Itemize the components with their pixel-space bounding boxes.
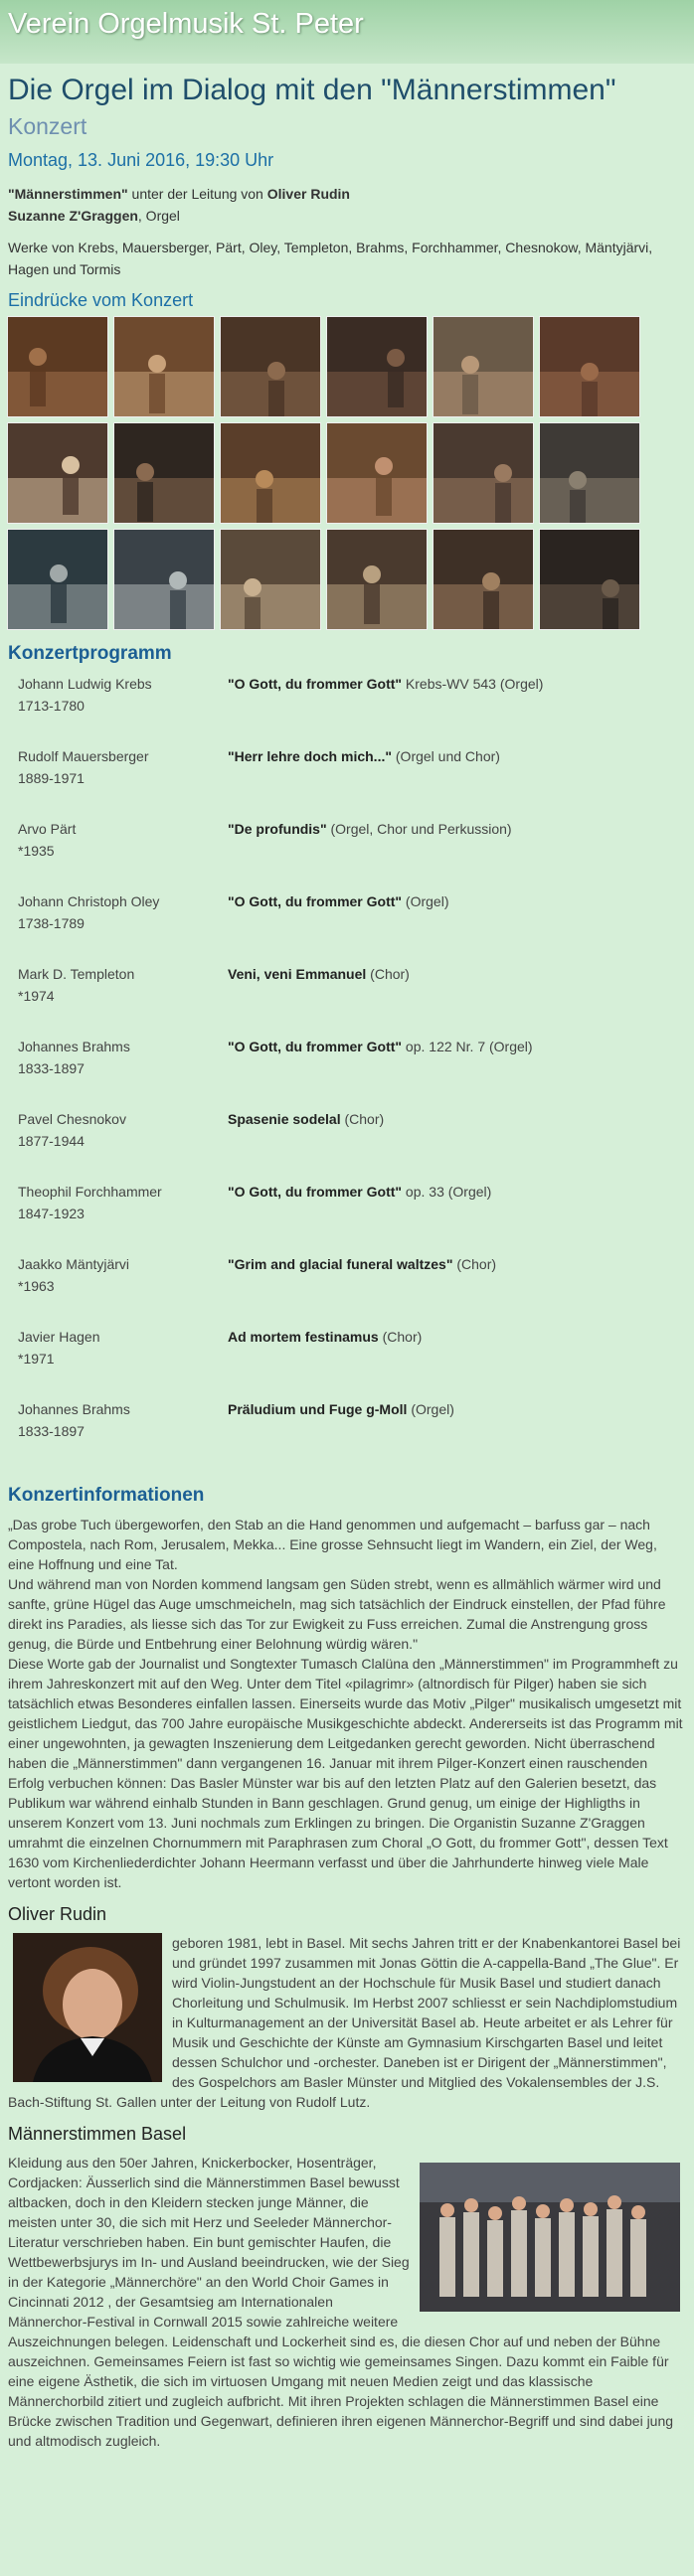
gallery-thumbnail[interactable] (540, 423, 639, 523)
work (228, 1108, 384, 1181)
conductor-prefix: unter der Leitung von (127, 186, 267, 202)
gallery-thumbnail[interactable] (221, 530, 320, 629)
performers-line (8, 183, 686, 227)
work (228, 1326, 422, 1398)
concert-info-heading: Konzertinformationen (8, 1485, 205, 1506)
gallery-thumbnail[interactable] (8, 530, 107, 629)
program-item (8, 673, 686, 745)
event-subtitle: Konzert (8, 113, 87, 139)
work-title: "O Gott, du frommer Gott" (228, 1184, 403, 1200)
choir-name: "Männerstimmen" (8, 186, 128, 202)
oliver-bio: geboren 1981, lebt in Basel. Mit sechs Jahren tritt er der Knabenkantorei Basel bei und gründet 1997 zusammen mit Jonas Göttin die A-cappella-Band „The Glue". Er wird Violin-Jungstudent an der Hochschule für Musik Basel und studiert danach Chorleitung und Schulmusik. Im Herbst 2007 schliesst er sein Nachdiplomstudium in Kulturmanagement an der Universität Basel ab. Heute arbeitet er als Lehrer für Musik und Geschichte der Künste am Gymnasium Kirschgarten Basel und leitet dessen Schulchor und -orchester. Daneben ist er Dirigent der „Männerstimmen", des Gospelchors am Basler Münster und Mitglied des Vokalensembles der J.S. Bach-Stiftung St. Gallen unter der Leitung von Rudolf Lutz. (8, 1935, 681, 2110)
gallery-thumbnail[interactable] (327, 423, 427, 523)
program-item (8, 1398, 686, 1471)
work-detail: (Chor) (340, 1111, 385, 1127)
composer-years: *1963 (18, 1278, 55, 1294)
composer-name: Rudolf Mauersberger (18, 748, 149, 764)
concert-info-line: Diese Worte gab der Journalist und Songtexter Tumasch Clalüna den „Männerstimmen" im Programmheft zu ihrem Jahreskonzert mit auf den Weg. Unter dem Titel «pilagrimr» (altnordisch für Pilger) haben sie sich tatsächlich etwas Besonderes einfallen lassen. Einerseits wurde das Motiv „Pilger" musikalisch umgesetzt mit geistlichem Liedgut, das 700 Jahre europäische Musikgeschichte abdeckt. Andererseits ist das Programm mit einer ungewohnten, ja gewagten Inszenierung dem Leitgedanken gerecht geworden. Nicht überraschend haben die „Männerstimmen" dann vergangenen 16. Januar mit ihrem Pilger-Konzert einen rauschenden Erfolg verbuchen können: Das Basler Münster war bis auf den letzten Platz auf den Galerien besetzt, das Publikum war während einhalb Stunden in Bann geschlagen. Grund genug, um einige der Highligths in unserem Konzert vom 13. Juni nochmals zum Erklingen zu bringen. Die Organistin Suzanne Z'Graggen umrahmt die einzelnen Chornummern mit Paraphrasen zum Choral „O Gott, du frommer Gott", dessen Text 1630 vom Kirchenliederdichter Johann Heermann verfasst und über die Jahrhunderte hinweg viele Male vertont worden ist. (8, 1656, 683, 1890)
work-detail: op. 122 Nr. 7 (Orgel) (402, 1039, 533, 1054)
gallery-thumbnail[interactable] (114, 423, 214, 523)
composer-years: 1833-1897 (18, 1060, 85, 1076)
composer (8, 1036, 228, 1108)
work-title: "De profundis" (228, 821, 327, 837)
composer-years: 1713-1780 (18, 698, 85, 714)
main-content (0, 72, 694, 2451)
work-detail: (Chor) (378, 1329, 423, 1345)
work-detail: (Chor) (366, 966, 410, 982)
maenner-heading: Männerstimmen Basel (8, 2124, 187, 2144)
gallery-thumbnail[interactable] (8, 423, 107, 523)
composer-name: Johann Christoph Oley (18, 893, 160, 909)
oliver-heading: Oliver Rudin (8, 1904, 107, 1924)
program-heading: Konzertprogramm (8, 643, 172, 664)
work-detail: (Orgel und Chor) (392, 748, 500, 764)
site-header (0, 0, 694, 64)
composer (8, 963, 228, 1036)
work-title: Veni, veni Emmanuel (228, 966, 367, 982)
composer-name: Johann Ludwig Krebs (18, 676, 152, 692)
composer-name: Pavel Chesnokov (18, 1111, 126, 1127)
work (228, 1398, 454, 1471)
program-item (8, 1108, 686, 1181)
composer-years: *1971 (18, 1351, 55, 1367)
composer (8, 1253, 228, 1326)
program-item (8, 1253, 686, 1326)
work-title: "O Gott, du frommer Gott" (228, 1039, 403, 1054)
program-item (8, 1036, 686, 1108)
gallery-thumbnail[interactable] (114, 530, 214, 629)
composer-years: 1889-1971 (18, 770, 85, 786)
composer-name: Jaakko Mäntyjärvi (18, 1256, 130, 1272)
work (228, 1253, 496, 1326)
work-title: "O Gott, du frommer Gott" (228, 676, 403, 692)
work-detail: op. 33 (Orgel) (402, 1184, 492, 1200)
composer (8, 890, 228, 963)
gallery-thumbnail[interactable] (114, 317, 214, 416)
gallery-thumbnail[interactable] (434, 530, 533, 629)
organist-name: Suzanne Z'Graggen (8, 208, 138, 224)
composer-name: Mark D. Templeton (18, 966, 135, 982)
composer-years: 1877-1944 (18, 1133, 85, 1149)
event-date: Montag, 13. Juni 2016, 19:30 Uhr (8, 150, 274, 170)
gallery-thumbnail[interactable] (540, 530, 639, 629)
composer-years: 1738-1789 (18, 915, 85, 931)
gallery-heading: Eindrücke vom Konzert (8, 290, 194, 310)
composer (8, 1398, 228, 1471)
concert-info-text (8, 1515, 686, 1892)
gallery-thumbnail[interactable] (327, 317, 427, 416)
work-detail: (Orgel, Chor und Perkussion) (326, 821, 512, 837)
composer-years: *1935 (18, 843, 55, 859)
composer-years: 1833-1897 (18, 1423, 85, 1439)
work-detail: Krebs-WV 543 (Orgel) (402, 676, 544, 692)
work (228, 673, 543, 745)
composer-years: *1974 (18, 988, 55, 1004)
conductor-name: Oliver Rudin (266, 186, 350, 202)
work (228, 1036, 533, 1108)
composer (8, 1326, 228, 1398)
program-list (8, 673, 686, 1471)
gallery-thumbnail[interactable] (434, 423, 533, 523)
oliver-portrait[interactable] (13, 1933, 162, 2082)
work (228, 745, 500, 818)
concert-info-line: „Das grobe Tuch übergeworfen, den Stab an die Hand genommen und aufgemacht – barfuss gar – nach Compostela, nach Rom, Jerusalem, Mekka... Eine grosse Sehnsucht liegt im Wandern, ein Ziel, der Weg, eine Hoffnung und eine Tat. (8, 1517, 657, 1572)
composer-name: Theophil Forchhammer (18, 1184, 162, 1200)
gallery-thumbnail[interactable] (221, 317, 320, 416)
composer (8, 673, 228, 745)
maenner-section (8, 2153, 686, 2451)
organist-role: , Orgel (137, 208, 180, 224)
program-item (8, 1181, 686, 1253)
work-title: "Grim and glacial funeral waltzes" (228, 1256, 453, 1272)
work-title: Spasenie sodelal (228, 1111, 341, 1127)
works-list: Werke von Krebs, Mauersberger, Pärt, Oley, Templeton, Brahms, Forchhammer, Chesnokow, Mäntyjärvi, Hagen und Tormis (8, 240, 653, 277)
work (228, 963, 410, 1036)
gallery-thumbnail[interactable] (540, 317, 639, 416)
concert-info-line: Und während man von Norden kommend langsam gen Süden strebt, wenn es allmählich wärmer wird und sanfte, grüne Hügel das Auge umschmeicheln, mag sich tatsächlich der Eindruck einstellen, der Pfad führe direkt ins Paradies, als liesse sich das Tor zur Ewigkeit zu Fuss erreichen. Zumal die Anstrengung gross genug, die Bürde und Entbehrung einer Belohnung würdig wären." (8, 1576, 666, 1652)
work-title: Ad mortem festinamus (228, 1329, 379, 1345)
gallery-thumbnail[interactable] (8, 317, 107, 416)
work-title: Präludium und Fuge g-Moll (228, 1401, 408, 1417)
maenner-text: Kleidung aus den 50er Jahren, Knickerbocker, Hosenträger, Cordjacken: Äusserlich sind die Männerstimmen Basel bewusst altbacken, doch in den Kleidern stecken junge Männer, die meisten unter 30, die sich mit Herz und Seeleder Männerchor-Literatur verschrieben haben. Ein bunt gemischter Haufen, die Wettbewerbsjurys im In- und Ausland beeindrucken, wie der Sieg in der Kategorie „Männerchöre" an den World Choir Games in Cincinnati 2012 , der Gesamtsieg am Internationalen Männerchor-Festival in Cornwall 2015 sowie zahlreiche weitere Auszeichnungen belegen. Leidenschaft und Lockerheit sind es, die diesen Chor auf und neben der Bühne auszeichnen. Gemeinsames Feiern ist fast so wichtig wie gemeinsames Singen. Dazu kommt ein Faible für eine eigene Ästhetik, die sich im virtuosen Umgang mit neuen Medien zeigt und das klassische Männerchorbild zitiert und zugleich aufbricht. Mit ihren Projekten schlagen die Männerstimmen Basel eine Brücke zwischen Tradition und Gegenwart, definieren ihren eigenen Männerchor-Begriff und sind dabei jung und altmodisch zugleich. (8, 2155, 674, 2449)
work-detail: (Orgel) (407, 1401, 454, 1417)
program-item (8, 1326, 686, 1398)
work (228, 1181, 491, 1253)
composer (8, 745, 228, 818)
composer-name: Johannes Brahms (18, 1039, 130, 1054)
oliver-section (8, 1933, 686, 2112)
photo-gallery (8, 317, 686, 629)
site-title[interactable]: Verein Orgelmusik St. Peter (8, 8, 364, 40)
choir-photo[interactable] (420, 2163, 680, 2312)
work-title: "Herr lehre doch mich..." (228, 748, 392, 764)
composer-name: Javier Hagen (18, 1329, 100, 1345)
program-item (8, 818, 686, 890)
composer-name: Johannes Brahms (18, 1401, 130, 1417)
gallery-thumbnail[interactable] (221, 423, 320, 523)
composer-name: Arvo Pärt (18, 821, 77, 837)
program-item (8, 963, 686, 1036)
composer (8, 1181, 228, 1253)
work (228, 818, 512, 890)
work (228, 890, 449, 963)
program-item (8, 745, 686, 818)
work-detail: (Chor) (452, 1256, 497, 1272)
composer (8, 1108, 228, 1181)
work-detail: (Orgel) (402, 893, 449, 909)
work-title: "O Gott, du frommer Gott" (228, 893, 403, 909)
composer (8, 818, 228, 890)
gallery-thumbnail[interactable] (327, 530, 427, 629)
program-item (8, 890, 686, 963)
gallery-thumbnail[interactable] (434, 317, 533, 416)
page-title: Die Orgel im Dialog mit den "Männerstimmen" (8, 74, 616, 106)
composer-years: 1847-1923 (18, 1206, 85, 1221)
